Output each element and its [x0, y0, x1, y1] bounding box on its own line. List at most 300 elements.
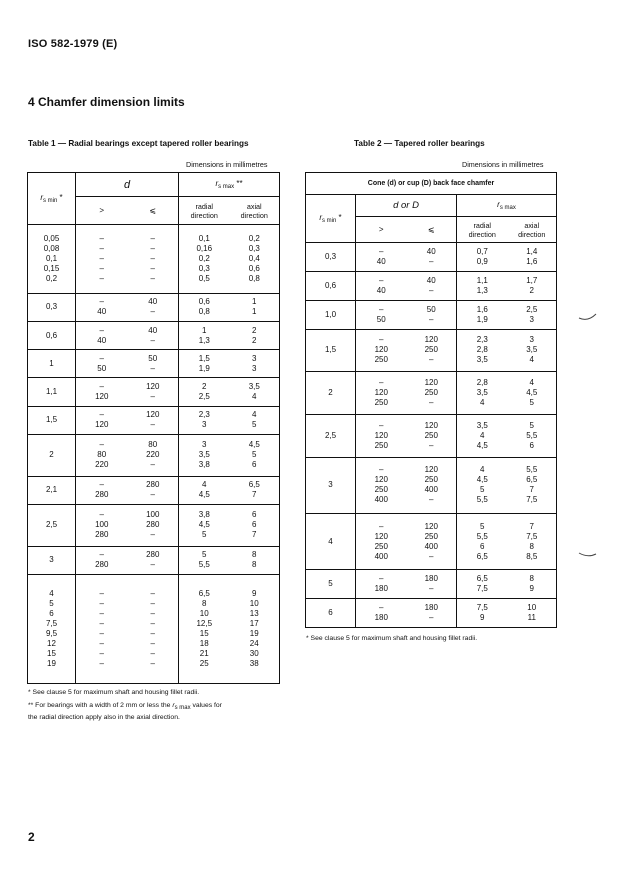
cell-value: 250: [424, 345, 438, 355]
cell-value: 5: [252, 450, 257, 460]
table-cell-le: [128, 378, 179, 406]
cell-value: –: [99, 297, 104, 307]
table-cell-rs: [306, 599, 356, 628]
cell-value: 0,9: [476, 256, 488, 266]
cell-value: –: [379, 378, 384, 388]
table-row: [306, 271, 557, 300]
cell-value: 7: [529, 485, 534, 495]
cell-value: 0,6: [198, 297, 210, 307]
document-header: ISO 582-1979 (E): [28, 38, 118, 50]
table-cell-rs: [306, 457, 356, 513]
table-cell-ax: [508, 243, 557, 272]
cell-value: 120: [95, 420, 109, 430]
table-cell-le: [407, 599, 457, 628]
table-cell-gt: [76, 406, 128, 434]
cell-value: 3: [529, 314, 534, 324]
cell-value: –: [150, 233, 155, 243]
cell-value: 0,1: [45, 253, 58, 263]
cell-value: 3: [202, 420, 207, 430]
cell-value: 4: [529, 355, 534, 365]
cell-value: 3: [529, 335, 534, 345]
table-cell-gt: [76, 350, 128, 378]
table-cell-rad: [457, 599, 508, 628]
cell-value: 180: [374, 584, 388, 594]
cell-value: 5,5: [476, 495, 488, 505]
cell-value: –: [379, 420, 384, 430]
cell-value: 3: [202, 440, 207, 450]
cell-value: 0,16: [196, 243, 213, 253]
table-row: [306, 599, 557, 628]
table1-caption: Table 1 — Radial bearings except tapered roller bearings: [28, 139, 249, 148]
table-row: [306, 570, 557, 599]
cell-value: 1,3: [476, 285, 488, 295]
table-cell-le: [407, 457, 457, 513]
table-cell-gt: [356, 372, 407, 415]
cell-value: 1,3: [198, 335, 210, 345]
t2-head-rsmax: $r_{s max}$: [457, 195, 557, 217]
cell-value: 2,5: [324, 430, 337, 440]
table-cell-le: [128, 476, 179, 504]
cell-value: 1,7: [526, 275, 538, 285]
cell-value: 0,2: [248, 233, 260, 243]
table-cell-rs: [306, 243, 356, 272]
table-cell-rs: [28, 293, 76, 321]
cell-value: 3,8: [198, 510, 210, 520]
t2-head-axial: axial direction: [508, 217, 557, 243]
table1-units: Dimensions in millimetres: [186, 160, 268, 169]
cell-value: –: [150, 628, 155, 638]
cell-value: 250: [424, 388, 438, 398]
cell-value: 1: [49, 358, 54, 368]
table-row: [28, 321, 280, 349]
cell-value: –: [379, 521, 384, 531]
cell-value: 6: [328, 608, 333, 618]
cell-value: 9: [529, 584, 534, 594]
t1-head-rsmin: $r_{s min}$ *: [28, 173, 76, 225]
table-row: [306, 513, 557, 569]
cell-value: 250: [424, 531, 438, 541]
cell-value: –: [429, 314, 434, 324]
margin-mark: [578, 550, 598, 560]
table-cell-le: [128, 321, 179, 349]
cell-value: –: [150, 638, 155, 648]
cell-value: 180: [424, 603, 438, 613]
cell-value: –: [150, 363, 155, 373]
cell-value: 3: [252, 353, 257, 363]
table-cell-rad: [179, 225, 230, 294]
cell-value: 6,5: [248, 480, 260, 490]
cell-value: 120: [146, 410, 160, 420]
cell-value: 1,6: [476, 304, 488, 314]
cell-value: 120: [374, 430, 388, 440]
table-cell-ax: [230, 546, 280, 574]
cell-value: 5,5: [476, 531, 488, 541]
table-cell-rad: [457, 513, 508, 569]
table-cell-rs: [306, 372, 356, 415]
cell-value: –: [429, 584, 434, 594]
cell-value: 6,5: [526, 475, 538, 485]
cell-value: 5,5: [526, 465, 538, 475]
table-cell-rs: [306, 329, 356, 372]
section-title: 4 Chamfer dimension limits: [28, 95, 185, 109]
cell-value: 180: [374, 613, 388, 623]
table-cell-le: [407, 513, 457, 569]
table-cell-le: [407, 372, 457, 415]
cell-value: 38: [249, 658, 259, 668]
table2-units: Dimensions in millimetres: [462, 160, 544, 169]
cell-value: –: [429, 440, 434, 450]
cell-value: –: [99, 233, 104, 243]
cell-value: 2,3: [476, 335, 488, 345]
cell-value: –: [379, 465, 384, 475]
cell-value: 180: [424, 574, 438, 584]
cell-value: 120: [424, 420, 438, 430]
cell-value: 5: [49, 598, 54, 608]
cell-value: 0,08: [43, 243, 60, 253]
table-cell-rad: [457, 372, 508, 415]
cell-value: 4,5: [476, 440, 488, 450]
cell-value: 25: [199, 658, 209, 668]
table-cell-le: [128, 504, 179, 546]
cell-value: –: [429, 398, 434, 408]
cell-value: 3,5: [476, 388, 488, 398]
cell-value: –: [150, 490, 155, 500]
cell-value: 2: [252, 335, 257, 345]
table-row: [28, 476, 280, 504]
table-cell-rs: [28, 574, 76, 683]
cell-value: –: [150, 658, 155, 668]
table-cell-gt: [356, 329, 407, 372]
cell-value: 4: [480, 465, 485, 475]
cell-value: 40: [376, 285, 386, 295]
cell-value: 120: [374, 388, 388, 398]
cell-value: 8: [252, 560, 257, 570]
cell-value: –: [150, 263, 155, 273]
table-cell-rs: [28, 434, 76, 476]
cell-value: –: [99, 588, 104, 598]
table-cell-ax: [508, 570, 557, 599]
cell-value: 8: [529, 574, 534, 584]
cell-value: 120: [374, 475, 388, 485]
table-cell-rs: [306, 513, 356, 569]
cell-value: 120: [374, 345, 388, 355]
cell-value: –: [99, 598, 104, 608]
table2-caption: Table 2 — Tapered roller bearings: [354, 139, 485, 148]
cell-value: 12,5: [196, 618, 213, 628]
t2-head-radial: radial direction: [457, 217, 508, 243]
cell-value: 0,3: [198, 263, 210, 273]
cell-value: –: [150, 460, 155, 470]
t2-head-top: Cone (d) or cup (D) back face chamfer: [306, 173, 557, 195]
cell-value: 3,5: [198, 450, 210, 460]
cell-value: 6,5: [476, 574, 488, 584]
table-cell-rad: [179, 504, 230, 546]
table-cell-le: [128, 434, 179, 476]
cell-value: 3,5: [476, 420, 488, 430]
cell-value: 4: [202, 480, 207, 490]
cell-value: –: [99, 618, 104, 628]
cell-value: 8,5: [526, 551, 538, 561]
table-cell-gt: [76, 574, 128, 683]
cell-value: 0,3: [324, 251, 337, 261]
t2-head-le: ⩽: [407, 217, 457, 243]
table-cell-le: [407, 300, 457, 329]
cell-value: 2,8: [476, 345, 488, 355]
table-cell-rs: [306, 271, 356, 300]
cell-value: 24: [249, 638, 259, 648]
table-cell-rad: [457, 570, 508, 599]
cell-value: –: [99, 638, 104, 648]
cell-value: 40: [426, 275, 436, 285]
cell-value: 7,5: [476, 603, 488, 613]
table-cell-gt: [76, 434, 128, 476]
cell-value: –: [99, 550, 104, 560]
t2-head-rsmin: $r_{s min}$ *: [306, 195, 356, 243]
cell-value: –: [150, 608, 155, 618]
table-cell-ax: [230, 293, 280, 321]
table-cell-rs: [306, 300, 356, 329]
table-cell-gt: [356, 457, 407, 513]
cell-value: 100: [146, 510, 160, 520]
cell-value: –: [150, 273, 155, 283]
cell-value: 1,5: [324, 345, 337, 355]
cell-value: 1: [252, 297, 257, 307]
table-row: [28, 434, 280, 476]
table-row: [28, 225, 280, 294]
table-row: [306, 414, 557, 457]
cell-value: 0,2: [198, 253, 210, 263]
cell-value: 120: [424, 521, 438, 531]
table-cell-ax: [508, 271, 557, 300]
cell-value: 2,5: [198, 392, 210, 402]
cell-value: 2: [202, 382, 207, 392]
table-cell-ax: [230, 321, 280, 349]
cell-value: 15: [47, 648, 56, 658]
cell-value: 5: [529, 398, 534, 408]
cell-value: 9: [252, 588, 257, 598]
cell-value: 3,5: [476, 355, 488, 365]
table-cell-gt: [356, 570, 407, 599]
cell-value: 3,8: [198, 460, 210, 470]
cell-value: 1,9: [198, 363, 210, 373]
cell-value: 5: [480, 521, 485, 531]
cell-value: 4,5: [198, 490, 210, 500]
page-number: 2: [28, 830, 35, 844]
cell-value: –: [150, 598, 155, 608]
table-cell-rs: [28, 350, 76, 378]
cell-value: 40: [148, 297, 158, 307]
cell-value: 2,1: [45, 485, 58, 495]
cell-value: 120: [424, 335, 438, 345]
table-cell-ax: [508, 599, 557, 628]
table-row: [28, 293, 280, 321]
cell-value: –: [99, 263, 104, 273]
cell-value: 7,5: [45, 618, 58, 628]
table-cell-le: [128, 406, 179, 434]
cell-value: 21: [199, 648, 209, 658]
cell-value: 2,3: [198, 410, 210, 420]
cell-value: 12: [47, 638, 56, 648]
cell-value: 5: [202, 530, 207, 540]
table-cell-gt: [356, 243, 407, 272]
table-cell-le: [128, 546, 179, 574]
cell-value: 280: [95, 490, 109, 500]
cell-value: –: [99, 608, 104, 618]
cell-value: 10: [199, 608, 209, 618]
table-cell-rs: [28, 546, 76, 574]
cell-value: 100: [95, 520, 109, 530]
cell-value: –: [99, 382, 104, 392]
cell-value: –: [150, 307, 155, 317]
table1: [27, 172, 280, 684]
cell-value: 13: [249, 608, 259, 618]
t1-head-d: d: [76, 173, 179, 197]
cell-value: 30: [249, 648, 259, 658]
table-cell-le: [128, 350, 179, 378]
table-cell-le: [407, 243, 457, 272]
table-cell-ax: [230, 504, 280, 546]
table-cell-le: [407, 570, 457, 599]
cell-value: 4: [252, 392, 257, 402]
margin-mark: [578, 312, 598, 322]
cell-value: 280: [95, 530, 109, 540]
cell-value: –: [150, 335, 155, 345]
table-row: [306, 243, 557, 272]
cell-value: 4,5: [526, 388, 538, 398]
table-cell-ax: [508, 513, 557, 569]
cell-value: 0,8: [198, 307, 210, 317]
cell-value: 2: [328, 388, 333, 398]
table-cell-rad: [179, 434, 230, 476]
cell-value: –: [150, 530, 155, 540]
cell-value: –: [379, 335, 384, 345]
table-cell-rad: [179, 476, 230, 504]
cell-value: –: [99, 353, 104, 363]
table-cell-rs: [28, 321, 76, 349]
cell-value: –: [429, 551, 434, 561]
cell-value: 120: [374, 531, 388, 541]
table-cell-rs: [28, 504, 76, 546]
table-row: [28, 504, 280, 546]
cell-value: 6,5: [476, 551, 488, 561]
cell-value: –: [379, 574, 384, 584]
cell-value: 1,5: [198, 353, 210, 363]
cell-value: 2,5: [45, 520, 58, 530]
cell-value: 6: [252, 520, 257, 530]
cell-value: 250: [424, 430, 438, 440]
cell-value: 6: [49, 608, 54, 618]
cell-value: 5: [480, 485, 485, 495]
table-cell-gt: [76, 321, 128, 349]
table-row: [306, 329, 557, 372]
table-row: [28, 406, 280, 434]
cell-value: –: [99, 480, 104, 490]
cell-value: 0,4: [248, 253, 260, 263]
cell-value: 1,6: [526, 256, 538, 266]
cell-value: –: [429, 256, 434, 266]
table-cell-ax: [508, 457, 557, 513]
cell-value: 18: [199, 638, 209, 648]
cell-value: 4,5: [198, 520, 210, 530]
table-cell-le: [407, 271, 457, 300]
table-cell-gt: [76, 293, 128, 321]
cell-value: 2,5: [526, 304, 538, 314]
table-cell-ax: [230, 225, 280, 294]
cell-value: 50: [376, 314, 386, 324]
table-cell-rad: [179, 546, 230, 574]
cell-value: 0,8: [248, 273, 260, 283]
table-cell-le: [128, 574, 179, 683]
cell-value: –: [429, 613, 434, 623]
cell-value: 0,6: [248, 263, 260, 273]
t1-head-gt: >: [76, 197, 128, 225]
cell-value: 4: [480, 430, 485, 440]
cell-value: 250: [374, 541, 388, 551]
cell-value: 1,1: [476, 275, 488, 285]
t1-head-le: ⩽: [128, 197, 179, 225]
cell-value: –: [99, 273, 104, 283]
cell-value: 120: [146, 382, 160, 392]
cell-value: 280: [146, 550, 160, 560]
table-row: [28, 378, 280, 406]
cell-value: 40: [97, 307, 107, 317]
cell-value: 7,5: [526, 531, 538, 541]
cell-value: 19: [249, 628, 259, 638]
cell-value: –: [429, 355, 434, 365]
cell-value: 5: [252, 420, 257, 430]
cell-value: 7: [252, 490, 257, 500]
cell-value: –: [150, 560, 155, 570]
table-cell-rad: [179, 293, 230, 321]
table-cell-rad: [179, 406, 230, 434]
cell-value: 40: [97, 335, 107, 345]
cell-value: 0,05: [43, 233, 60, 243]
table2: [305, 172, 557, 628]
cell-value: 3,5: [248, 382, 260, 392]
t1-head-axial: axial direction: [230, 197, 280, 225]
table-row: [28, 350, 280, 378]
cell-value: –: [99, 253, 104, 263]
table-cell-le: [407, 329, 457, 372]
table-cell-rad: [457, 271, 508, 300]
table-cell-rad: [179, 350, 230, 378]
cell-value: 2: [252, 325, 257, 335]
cell-value: –: [150, 648, 155, 658]
cell-value: 3: [49, 555, 54, 565]
cell-value: –: [379, 246, 384, 256]
table2-note-1: * See clause 5 for maximum shaft and housing fillet radii.: [306, 635, 478, 642]
table-row: [28, 574, 280, 683]
cell-value: 3: [328, 480, 333, 490]
table-cell-rs: [28, 476, 76, 504]
table-cell-gt: [356, 271, 407, 300]
t2-head-gt: >: [356, 217, 407, 243]
table-cell-ax: [230, 350, 280, 378]
cell-value: –: [99, 325, 104, 335]
table-cell-rs: [28, 225, 76, 294]
cell-value: –: [99, 440, 104, 450]
cell-value: 0,15: [43, 263, 60, 273]
table-cell-ax: [508, 372, 557, 415]
t2-head-dD: d or D: [356, 195, 457, 217]
cell-value: 1,5: [45, 415, 58, 425]
cell-value: –: [99, 648, 104, 658]
cell-value: 120: [424, 378, 438, 388]
table-row: [306, 457, 557, 513]
table-cell-rs: [28, 378, 76, 406]
cell-value: –: [150, 420, 155, 430]
table-cell-gt: [76, 504, 128, 546]
